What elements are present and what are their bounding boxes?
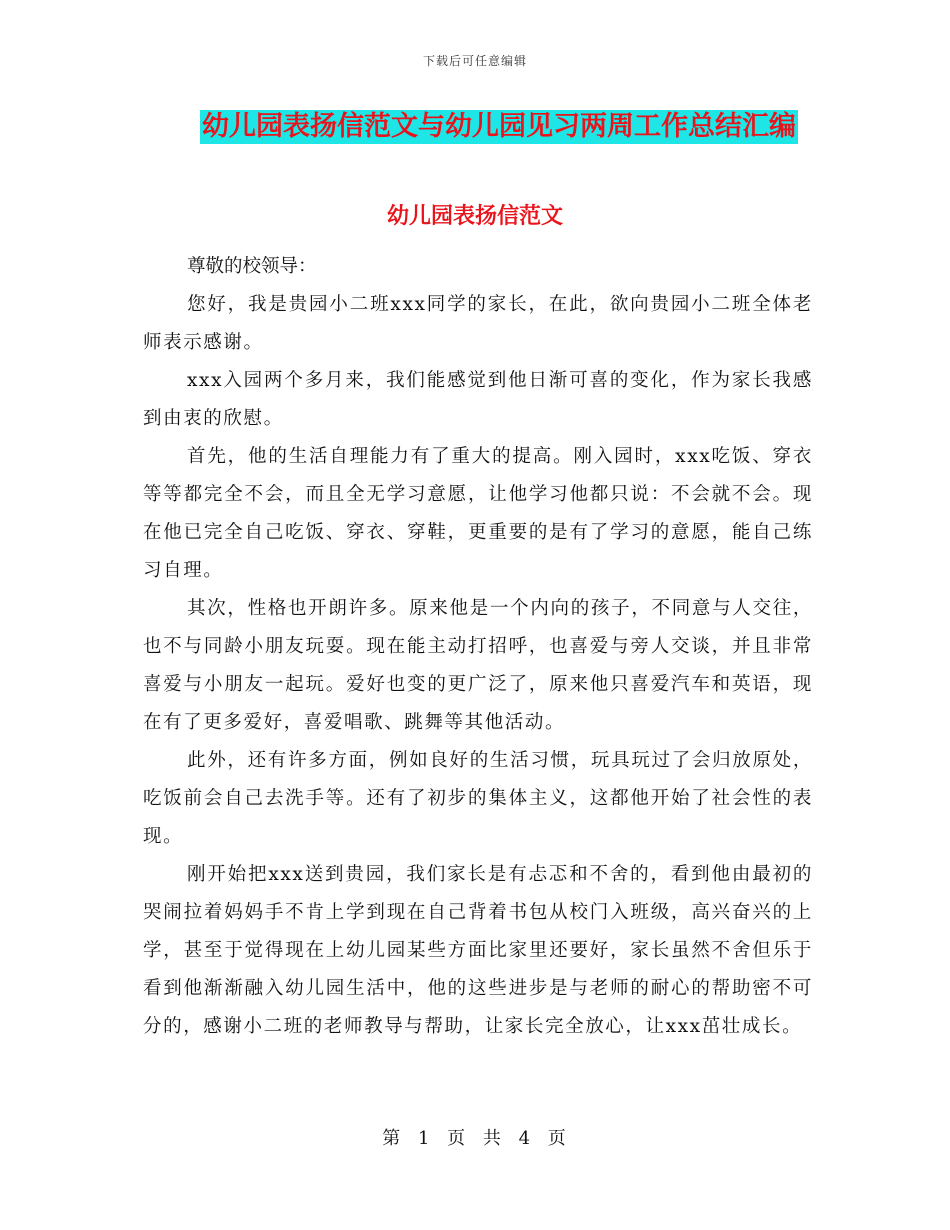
- paragraph: 其次，性格也开朗许多。原来他是一个内向的孩子，不同意与人交往，也不与同龄小朋友玩耍。现在能主动打招呼，也喜爱与旁人交谈，并且非常喜爱与小朋友一起玩。爱好也变的更广泛了，原来他只喜爱汽车和英语，现在有了更多爱好，喜爱唱歌、跳舞等其他活动。: [143, 598, 813, 733]
- letter-body: [143, 248, 813, 1046]
- paragraph: xxx入园两个多月来，我们能感觉到他日渐可喜的变化，作为家长我感到由衷的欣慰。: [143, 370, 813, 429]
- document-title-container: [0, 110, 950, 144]
- paragraph: 此外，还有许多方面，例如良好的生活习惯，玩具玩过了会归放原处，吃饭前会自己去洗手等。还有了初步的集体主义，这都他开始了社会性的表现。: [143, 750, 813, 847]
- paragraph: 首先，他的生活自理能力有了重大的提高。刚入园时，xxx吃饭、穿衣等等都完全不会，而且全无学习意愿，让他学习他都只说：不会就不会。现在他已完全自己吃饭、穿衣、穿鞋，更重要的是有了学习的意愿，能自己练习自理。: [143, 446, 813, 581]
- paragraph: 您好，我是贵园小二班xxx同学的家长，在此，欲向贵园小二班全体老师表示感谢。: [143, 294, 813, 353]
- page-header-note: 下载后可任意编辑: [422, 54, 527, 68]
- paragraph: 刚开始把xxx送到贵园，我们家长是有忐忑和不舍的，看到他由最初的哭闹拉着妈妈手不肯上学到现在自己背着书包从校门入班级，高兴奋兴的上学，甚至于觉得现在上幼儿园某些方面比家里还要好，家长虽然不舍但乐于看到他渐渐融入幼儿园生活中，他的这些进步是与老师的耐心的帮助密不可分的，感谢小二班的老师教导与帮助，让家长完全放心，让xxx茁壮成长。: [143, 864, 813, 1037]
- document-title: 幼儿园表扬信范文与幼儿园见习两周工作总结汇编: [202, 111, 796, 142]
- salutation: 尊敬的校领导：: [187, 256, 317, 277]
- page-number-footer: 第 1 页 共 4 页: [382, 1128, 568, 1149]
- section-title: 幼儿园表扬信范文: [386, 203, 563, 229]
